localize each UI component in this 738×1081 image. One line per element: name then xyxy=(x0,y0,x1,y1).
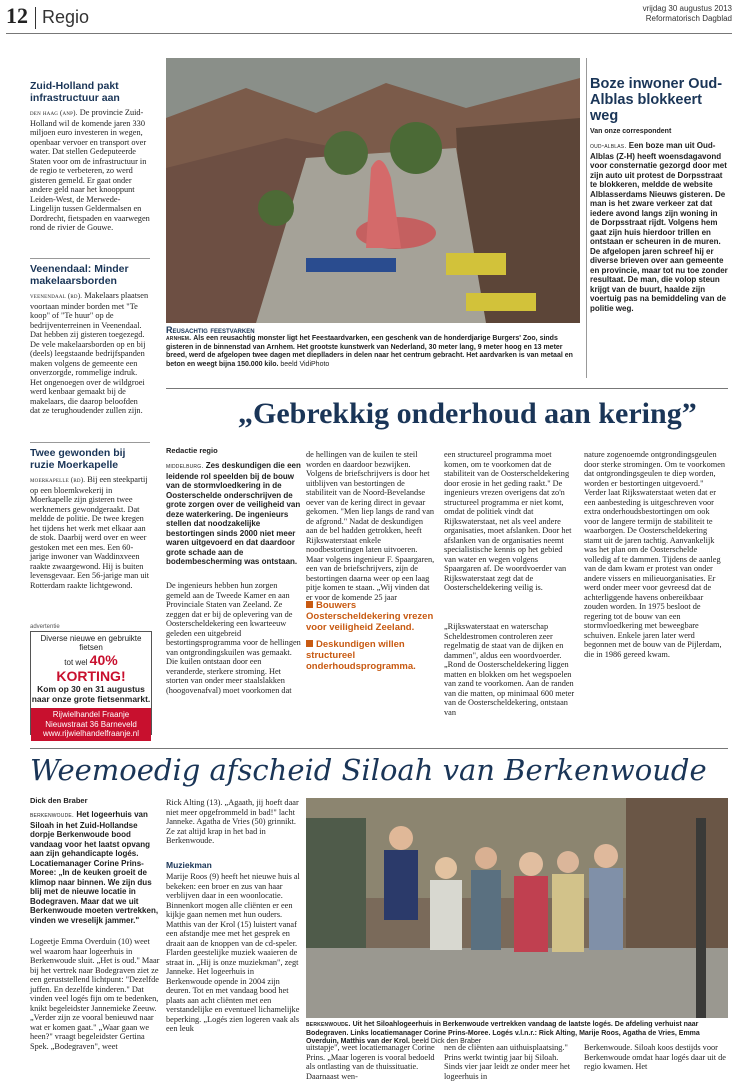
feestvarken-photo xyxy=(166,58,580,323)
bottom-col2-text: Rick Alting (13). „Agaath, jij hoeft daar niet meer opgefrommeld in bad!" lacht Janneke. Agatha de Vries (50) grinnikt. Ze zat altijd krap in het bad in Berkenwoude. xyxy=(166,798,299,845)
main-col-5: nature zogenoemde ontgrondingsgeulen door sterke stromingen. Om te voorkomen dat ontgrondingsgeulen te diep worden, worden er bestortingen uitgevoerd." Verder laat Rijkswaterstaat weten dat er een aanbesteding is uitgeschreven voor extra onderhoudsbestortingen om ook voor de langere termijn de stabiliteit te waarborgen. De Oosterscheldekering stamt uit de jaren tachtig. Aanvankelijk was het plan om de Oosterschelde volledig af te dammen. Tijdens de aanleg van de dam kwam er protest van onder andere vissers en milieuorganisaties. Er werd onder meer voor gevreesd dat de achterliggende havens onbereikbaar zouden worden. In 1975 besloot de regering tot de bouw van een stormvloedkering met beweegbare schuiven. Enkele jaren later werd begonnen met de bouw van de Pijlerdam, die in 1986 gereed kwam. xyxy=(584,450,726,659)
brief-2 xyxy=(30,263,150,461)
bullet-2: Deskundigen willen structureel onderhoudsprogramma. xyxy=(306,639,416,672)
bike-advertisement[interactable] xyxy=(30,631,152,738)
side-article xyxy=(590,76,728,366)
brief-divider xyxy=(30,258,150,259)
bottom-col-3: uitstapje", weet locatiemanager Corine Prins. „Maar logeren is vooral bedoeld als ontlasting van de thuissituatie. Daarnaast wen- xyxy=(306,1043,435,1081)
ad-line2-pre: tot wel xyxy=(64,658,88,667)
bottom-col-2 xyxy=(166,798,300,1062)
main-headline: „Gebrekkig onderhoud aan kering” xyxy=(238,397,697,430)
bullet-1: Bouwers Oosterscheldekering vrezen voor veiligheid Zeeland. xyxy=(306,600,434,633)
main-bullets xyxy=(306,600,436,672)
brief-text: moerkapelle (rd). Bij een steekpartij op een bloemkwekerij in Moerkapelle zijn gisteren twee werknemers gewondgeraakt. Dat meldde de politie. De twee kregen het tijdens het werk met elkaar aan de stok. Daarbij werd over en weer gestoken met een mes. Een 60-jarige inwoner van Waddinxveen raakte zwaargewond. Hij is buiten levensgevaar. Een 56-jarige man uit Rotterdam raakte lichtgewond. xyxy=(30,475,150,590)
brief-1 xyxy=(30,80,150,278)
siloah-photo xyxy=(306,798,728,1018)
bottom-col1-text: Logeetje Emma Overduin (10) weet wel waarom haar logeerhuis in Berkenwoude sluit. „Het is oud." Maar bij het vertrek naar Bodegraven ziet ze een geruststellend lichtpunt: "Dezelfde juffen. En dezelfde kinderen." Dat vinden veel logés fijn om te bedenken, knikt begeleidster Jannemieke Zeeuw. „Verder zijn ze vooral benieuwd naar wat er komen gaat." „Waar gaan we heen?" vraagt begeleidster Gertina Spek. „Bodegraven", weet xyxy=(30,937,160,1051)
brief-text: den haag (anp). De provincie Zuid-Holland wil de komende jaren 330 miljoen euro investeren in wegen, openbaar vervoer en transport over water. Dat stellen Gedeputeerde Staten voor om de infrastructuur in de regio te verbeteren, zo werd gisteren gemeld. Er gaat onder andere geld naar het knooppunt Leiden-West, de Merwede-Lingelijn tussen Geldermalsen en Dordrecht, fietspaden en vaarwegen rond de rivier de Gouwe. xyxy=(30,108,150,232)
brief-divider xyxy=(30,442,150,443)
caption-text: arnhem. Als een reusachtig monster ligt het Feestaardvarken, een geschenk van de honderdjarige Burgers' Zoo, sinds gisteren in de binnenstad van Arnhem. Het grootste kunstwerk van Nederland, 30 meter lang, 9 meter hoog en 13 meter breed, werd de afgelopen twee dagen met dieplladers in delen naar het centrum gebracht. Het aardvarken is van metaal en beton en weegt bijna 150.000 kilo. beeld VidiPhoto xyxy=(166,335,573,368)
ad-line3: Kom op 30 en 31 augustus xyxy=(37,684,145,694)
ad-shop-block xyxy=(31,708,151,741)
siloah-image xyxy=(306,798,728,1018)
ad-line4: naar onze grote fietsenmarkt. xyxy=(31,694,151,704)
ad-url[interactable]: www.rijwielhandelfraanje.nl xyxy=(42,729,140,738)
bottom-headline: Weemoedig afscheid Siloah van Berkenwoude xyxy=(30,753,707,787)
caption-title: Reusachtig feestvarken xyxy=(166,325,255,335)
main-col-3: een structureel programma moet komen, om te voorkomen dat de stabiliteit van de Oosterscheldekering door erosie in het geding raakt." De ingenieurs vrezen overigens dat zo'n structureel programma er niet komt, omdat de politiek vindt dat Rijkswaterstaat, net als veel andere organisaties, moet afslanken. Door het afslanken van de organisaties neemt specialistische kennis op het gebied van water en wegen volgens Spaargaren af. De woordvoerder van Rijkswaterstaat zegt dat de Oosterscheldekering veilig is. xyxy=(444,450,572,592)
header-divider xyxy=(35,7,36,29)
brief-text: veenendaal (rd). Makelaars plaatsen voortaan minder borden met "Te koop" of "Te huur" op de bedrijventerreinen in Veenendaal. Dat hebben zij gisteren toegezegd. De vele makelaarsborden op en bij (deels) leegstaande bedrijfspanden maken volgens de gemeente een onverzorgde, rommelige indruk. Het ongenoegen over de wildgroei werd kenbaar gemaakt bij de makelaars, die daarop beloofden dat ze terughoudender zullen zijn. xyxy=(30,291,149,415)
main-col-2: de hellingen van de kuilen te steil worden en daardoor bezwijken. Volgens de briefschrijvers is door het uitblijven van bestortingen de stabiliteit van de Noord-Bevelandse oever van de kering direct in gevaar gekomen. "Men liep langs de rand van de afgrond." Nadat de deskundigen aan de bel hadden getrokken, heeft Rijkswaterstaat enkele noodbestortingen laten uitvoeren. Maar volgens ingenieur F. Spaargaren, een van de briefschrijvers, zijn de bestortingen daarna weer op een laag pitje komen te staan. „Wij vinden dat er voor de komende 25 jaar xyxy=(306,450,435,602)
main-lead: middelburg. Zes deskundigen die een leidende rol speelden bij de bouw van de stormvloedkering in de Oosterschelde onderschrijven de grote zorgen over de veiligheid van deze waterkering. De ingenieurs stellen dat noodzakelijke bestortingen sinds 2000 niet meer waren uitgevoerd en dat daardoor grote schade aan de bodembescherming was ontstaan. xyxy=(166,461,301,566)
feestvarken-image xyxy=(166,58,580,323)
ad-label: advertentie xyxy=(30,624,60,630)
newspaper-name: Reformatorisch Dagblad xyxy=(645,14,732,23)
dateline xyxy=(643,4,732,24)
bottom-byline: Dick den Braber xyxy=(30,796,88,805)
header-rule xyxy=(6,33,732,34)
side-divider xyxy=(586,58,587,378)
brief-title: Twee gewonden bij ruzie Moerkapelle xyxy=(30,447,126,471)
ad-address: Nieuwstraat 36 Barneveld xyxy=(45,719,137,729)
top-photo-caption xyxy=(166,326,580,369)
brief-title: Veenendaal: Minder makelaarsborden xyxy=(30,263,129,287)
main-col-4: „Rijkswaterstaat en waterschap Scheldestromen controleren zeer regelmatig de staat van de dijken en dammen", aldus een woordvoerder. „Rond de Oosterscheldekering liggen matten en blokken om het wegspoelen van zand te voorkomen. Aan de randen van die matten, op minimaal 600 meter van de Oosterscheldekering, ontstaan van xyxy=(444,622,575,717)
bottom-col-5: Berkenwoude. Siloah koos destijds voor Berkenwoude omdat haar logés daar uit de regio kwamen. Het xyxy=(584,1043,726,1071)
main-headline-rule xyxy=(166,388,728,389)
ad-line1: Diverse nieuwe en gebruikte fietsen xyxy=(40,634,142,652)
bottom-headline-rule xyxy=(30,748,728,749)
side-title: Boze inwoner Oud-Alblas blokkeert weg xyxy=(590,76,723,124)
bottom-col-4: nen de cliënten aan uithuisplaatsing." Prins werkt twintig jaar bij Siloah. Sinds vier jaar leidt ze onder meer het logeerhuis in xyxy=(444,1043,571,1081)
page-number: 12 xyxy=(6,3,28,28)
bottom-lead: berkenwoude. Het logeerhuis van Siloah in het Zuid-Hollandse dorpje Berkenwoude bood vandaag voor het laatst opvang aan zijn gehandicapte logés. Locatiemanager Corine Prins-Moree: „In de keuken groeit de klimop naar binnen. We zijn dus blij met de nieuwe locatie in Bodegraven. Maar dat we uit Berkenwoude moeten vertrekken, vinden we vreselijk jammer." xyxy=(30,810,159,925)
main-col1-text: De ingenieurs hebben hun zorgen gemeld aan de Tweede Kamer en aan Provinciale Staten van Zeeland. Ze zeggen dat er bij de oplevering van de Oosterscheldekering een kwarteeuw geleden een uitgebreid bestortingsprogramma voor de hellingen van ontgrondingskuilen was gemaakt. Die kuilen ontstaan door een veranderde, sterkere stroming. Het storten van onder meer staalslakken (hoogovenafval) moet voorkomen dat xyxy=(166,581,301,695)
brief-title: Zuid-Holland pakt infrastructuur aan xyxy=(30,80,120,104)
side-byline: Van onze correspondent xyxy=(590,128,672,135)
brief-3 xyxy=(30,447,150,605)
bottom-subhead: Muziekman xyxy=(166,860,212,870)
bottom-col-1 xyxy=(30,796,160,1061)
section-title: Regio xyxy=(42,7,90,27)
siloah-photo-caption: berkenwoude. Uit het Siloahlogeerhuis in Berkenwoude vertrekken vandaag de laatste logés. De afdeling verhuist naar Bodegraven. Links locatiemanager Corine Prins-Moree. Logés v.l.n.r.: Rick Alting, Marije Roos, Agatha de Vries, Emma Overduin, Matthis van der Krol. beeld Dick den Braber xyxy=(306,1021,700,1045)
main-col-1 xyxy=(166,446,301,726)
ad-discount: 40% KORTING! xyxy=(56,652,126,684)
ad-shop: Rijwielhandel Fraanje xyxy=(52,710,130,719)
issue-date: vrijdag 30 augustus 2013 xyxy=(642,4,732,13)
side-text: oud-alblas. Een boze man uit Oud-Alblas (Z-H) heeft woensdagavond voor consternatie gezorgd door met zijn auto uit protest de Dorpsstraat te blokkeren, meldde de website Alblasserdams Nieuws gisteren. De man is het zware verkeer zat dat iedere avond langs zijn woning in de Dorpsstraat rijdt. Volgens hem gaat zijn huis hierdoor trillen en ontstaan er scheuren in de muren. De afgelopen jaren schreef hij er diverse brieven over aan gemeente en provincie, maar tot nu toe zonder resultaat. De man, die volop steun krijgt van de buurt, haalde zijn voertuig pas na bemiddeling van de politie weg. xyxy=(590,141,728,313)
main-byline: Redactie regio xyxy=(166,446,218,455)
bottom-col2b-text: Marije Roos (9) heeft het nieuwe huis al bekeken: een broer en zus van haar verblijven daar in een woonlocatie. Binnenkort mogen alle cliënten er een kijkje gaan nemen met hun ouders. Matthis van der Krol (15) luistert vanaf een afstandje mee met het gesprek en draait aan de knoppen van de cd-speler. Flarden geestelijke muziek waaieren de straat in. „Hij is onze muziekman", zegt Janneke. Het logeerhuis in Berkenwoude opende in 2004 zijn deuren. Tot en met vandaag bood het plaats aan acht cliënten met een verstandelijke en eventueel lichamelijke beperking. „Logés zien logeren vaak als een leuk xyxy=(166,872,300,1033)
